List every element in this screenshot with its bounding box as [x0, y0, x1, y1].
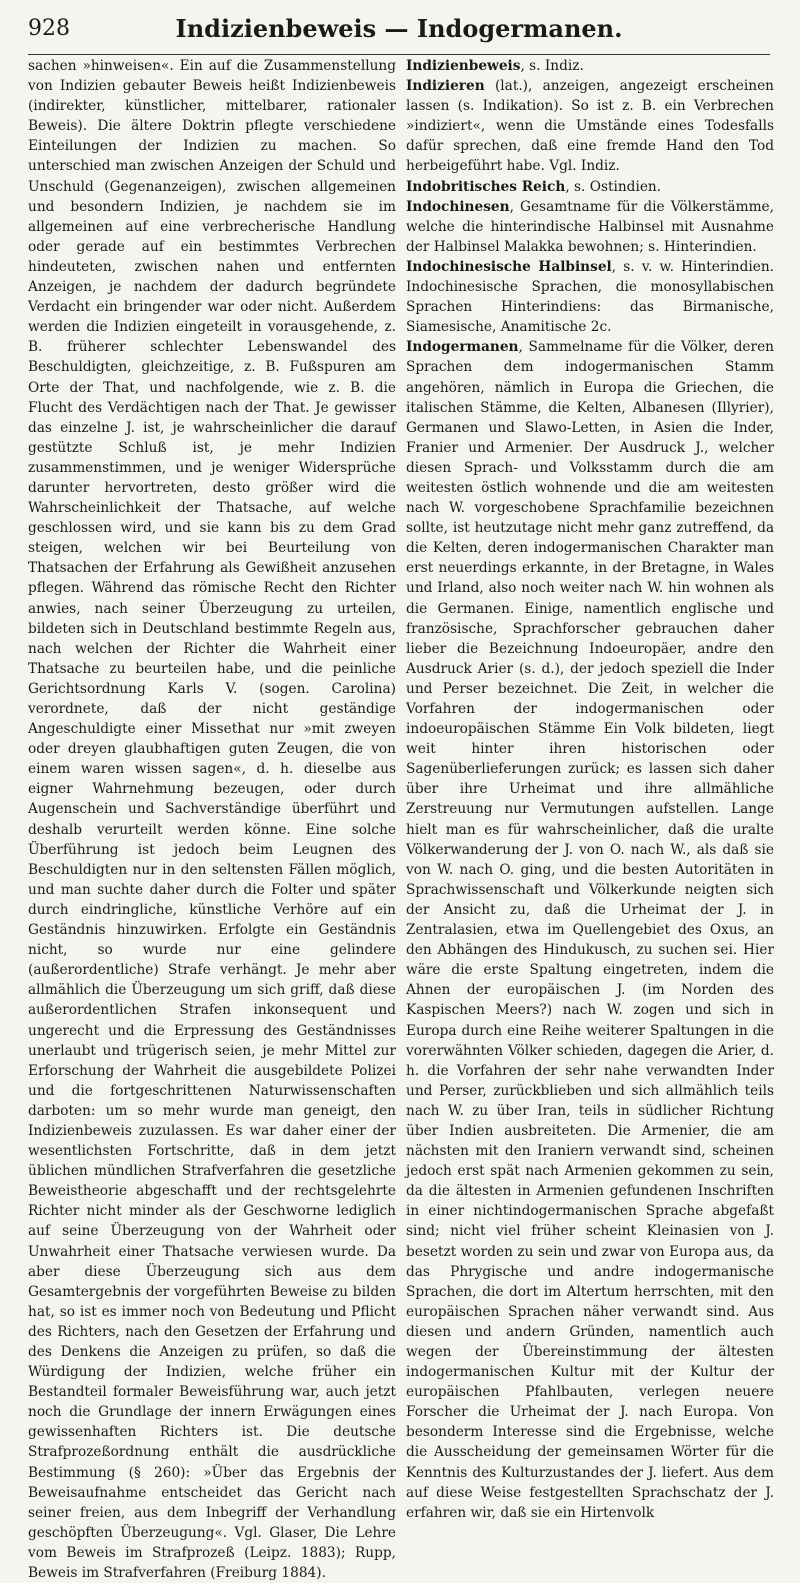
entry-body: , Gesamtname für die Völkerstämme, welche die hinterindische Halbinsel mit Ausnahme der Halbinsel Malakka bewohnen; s. Hinterindien. — [406, 198, 774, 255]
entry-indobritisches-reich — [406, 177, 774, 197]
entry-head: Indizieren — [406, 78, 485, 95]
entry-head: Indochinesische Halbinsel — [406, 258, 612, 275]
entry-body: , s. Ostindien. — [565, 178, 662, 195]
entry-head: Indochinesen — [406, 198, 510, 215]
page-number: 928 — [28, 16, 70, 41]
entry-body: , s. Indiz. — [520, 58, 584, 74]
entry-body: , s. v. w. Hinterindien. Indochinesische Sprachen, die monosyllabischen Sprachen Hinterindiens: das Birmanische, Siamesische, Anamitische 2c. — [406, 258, 774, 336]
entry-head: Indobritisches Reich — [406, 178, 566, 195]
right-column — [406, 56, 774, 1521]
entry-head: Indizienbeweis — [406, 58, 521, 74]
entry-body: (lat.), anzeigen, angezeigt erscheinen lassen (s. Indikation). So ist z. B. ein Verbrechen »indiziert«, wenn die Umstände eines Todesfalls dafür sprechen, daß eine fremde Hand den Tod herbeigeführt habe. Vgl. Indiz. — [406, 78, 774, 175]
entry-indizieren — [406, 76, 774, 176]
left-column — [28, 56, 396, 1582]
header-rule — [28, 54, 770, 55]
entry-indizienbeweis — [406, 56, 774, 76]
entry-indochinesen — [406, 197, 774, 257]
page-header — [28, 14, 770, 50]
entry-indochinesische-halbinsel — [406, 257, 774, 337]
running-head: Indizienbeweis — Indogermanen. — [175, 14, 623, 43]
entry-body: , Sammelname für die Völker, deren Sprachen dem indogermanischen Stamm angehören, nämlich in Europa die Griechen, die italischen Stämme, die Kelten, Albanesen (Illyrier), Germanen und Slawo-Letten, in Asien die Inder, Franier und Armenier. Der Ausdruck J., welcher diesen Sprach- und Volksstamm durch die am weitesten östlich wohnende und die am weitesten nach W. vorgeschobene Sprachfamilie bezeichnen sollte, ist heutzutage nicht mehr ganz zutreffend, da die Kelten, deren indogermanischen Charakter man erst neuerdings erkannte, in der Bretagne, in Wales und Irland, also noch weiter nach W. hin wohnen als die Germanen. Einige, namentlich englische und französische, Sprachforscher gebrauchen daher lieber die Bezeichnung Indoeuropäer, andre den Ausdruck Arier (s. d.), der jedoch speziell die Inder und Perser bezeichnet. Die Zeit, in welcher die Vorfahren der indogermanischen oder indoeuropäischen Stämme Ein Volk bildeten, liegt weit hinter ihren historischen oder Sagenüberlieferungen zurück; es lassen sich daher über ihre Urheimat und ihre allmähliche Zerstreuung nur Vermutungen aufstellen. Lange hielt man es für wahrscheinlicher, daß die uralte Völkerwanderung der J. von O. nach W., als daß sie von W. nach O. ging, und die besten Autoritäten in Sprachwissenschaft und Völkerkunde neigten sich der Ansicht zu, daß die Urheimat der J. in Zentralasien, etwa im Quellengebiet des Oxus, an den Abhängen des Hindukusch, zu suchen sei. Hier wäre die erste Spaltung eingetreten, indem die Ahnen der europäischen J. (im Norden des Kaspischen Meers?) nach W. zogen und sich in Europa durch eine Reihe weiterer Spaltungen in die vorerwähnten Völker schieden, dagegen die Arier, d. h. die Vorfahren der sehr nahe verwandten Inder und Perser, zurückblieben und sich allmählich teils nach W. zu über Iran, teils in südlicher Richtung über Indien ausbreiteten. Die Armenier, die am nächsten mit den Iraniern verwandt sind, scheinen jedoch erst spät nach Armenien gekommen zu sein, da die ältesten in Armenien gefundenen Inschriften in einer nichtindogermanischen Sprache abgefaßt sind; nicht viel früher scheint Kleinasien von J. besetzt worden zu sein und zwar von Europa aus, da das Phrygische und andre indogermanische Sprachen, die dort im Altertum herrschten, mit den europäischen Sprachen näher verwandt sind. Aus diesen und andern Gründen, namentlich auch wegen der Übereinstimmung der ältesten indogermanischen Kultur mit der Kultur der europäischen Pfahlbauten, verlegen neuere Forscher die Urheimat der J. nach Europa. Von besonderm Interesse sind die Ergebnisse, welche die Ausscheidung der gemeinsamen Wörter für die Kenntnis des Kulturzustandes der J. liefert. Aus dem auf diese Weise festgestellten Sprachschatz der J. erfahren wir, daß sie ein Hirtenvolk — [406, 339, 774, 1521]
entry-head: Indogermanen — [406, 339, 519, 356]
left-column-text: sachen »hinweisen«. Ein auf die Zusammenstellung von Indizien gebauter Beweis heißt Indizienbeweis (indirekter, künstlicher, mittelbarer, rationaler Beweis). Die ältere Doktrin pflegte verschiedene Einteilungen der Indizien zu machen. So unterschied man zwischen Anzeigen der Schuld und Unschuld (Gegenanzeigen), zwischen allgemeinen und besondern Indizien, je nachdem sie im allgemeinen auf eine verbrecherische Handlung oder gerade auf ein bestimmtes Verbrechen hindeuteten, zwischen nahen und entfernten Anzeigen, je nachdem der dadurch begründete Verdacht ein bringender war oder nicht. Außerdem werden die Indizien eingeteilt in vorausgehende, z. B. früherer schlechter Lebenswandel des Beschuldigten, gleichzeitige, z. B. Fußspuren am Orte der That, und nachfolgende, wie z. B. die Flucht des Verdächtigen nach der That. Je gewisser das einzelne J. ist, je wahrscheinlicher die darauf gestützte Schluß ist, je mehr Indizien zusammenstimmen, und je weniger Widersprüche darunter hervortreten, desto größer wird die Wahrscheinlichkeit der Thatsache, auf welche geschlossen wird, und sie kann bis zu dem Grad steigen, welchen wir bei Beurteilung von Thatsachen der Erfahrung als Gewißheit anzusehen pflegen. Während das römische Recht den Richter anwies, nach seiner Überzeugung zu urteilen, bildeten sich in Deutschland bestimmte Regeln aus, nach welchen der Richter die Wahrheit einer Thatsache zu beurteilen habe, und die peinliche Gerichtsordnung Karls V. (sogen. Carolina) verordnete, daß der nicht geständige Angeschuldigte einer Missethat nur »mit zweyen oder dreyen glaubhaftigen guten Zeugen, die von einem waren wissen sagen«, d. h. dieselbe aus eigner Wahrnehmung bezeugen, oder durch Augenschein und Sachverständige überführt und deshalb verurteilt werden könne. Eine solche Überführung ist jedoch beim Leugnen des Beschuldigten nur in den seltensten Fällen möglich, und man suchte daher durch die Folter und später durch eindringliche, künstliche Verhöre auf ein Geständnis hinzuwirken. Erfolgte ein Geständnis nicht, so wurde nur eine gelindere (außerordentliche) Strafe verhängt. Je mehr aber allmählich die Überzeugung um sich griff, daß diese außerordentlichen Strafen inkonsequent und ungerecht und die Erpressung des Geständnisses unerlaubt und trügerisch seien, je mehr Mittel zur Erforschung der Wahrheit die ausgebildete Polizei und die fortgeschrittenen Naturwissenschaften darboten: um so mehr wurde man geneigt, den Indizienbeweis zuzulassen. Es war daher einer der wesentlichsten Fortschritte, daß in dem jetzt üblichen mündlichen Strafverfahren die gesetzliche Beweistheorie abgeschafft und der rechtsgelehrte Richter nicht minder als der Geschworne lediglich auf seine Überzeugung von der Wahrheit oder Unwahrheit einer Thatsache verwiesen wurde. Da aber diese Überzeugung sich aus dem Gesamtergebnis der vorgeführten Beweise zu bilden hat, so ist es immer noch von Bedeutung und Pflicht des Richters, nach den Gesetzen der Erfahrung und des Denkens die Anzeigen zu prüfen, so daß die Würdigung der Indizien, welche früher ein Bestandteil formaler Beweisführung war, auch jetzt noch die Grundlage der innern Erwägungen eines gewissenhaften Richters ist. Die deutsche Strafprozeßordnung enthält die ausdrückliche Bestimmung (§ 260): »Über das Ergebnis der Beweisaufnahme entscheidet das Gericht nach seiner freien, aus dem Inbegriff der Verhandlung geschöpften Überzeugung«. Vgl. Glaser, Die Lehre vom Beweis im Strafprozeß (Leipz. 1883); Rupp, Beweis im Strafverfahren (Freiburg 1884). — [28, 58, 396, 1582]
entry-indogermanen — [406, 337, 774, 1523]
